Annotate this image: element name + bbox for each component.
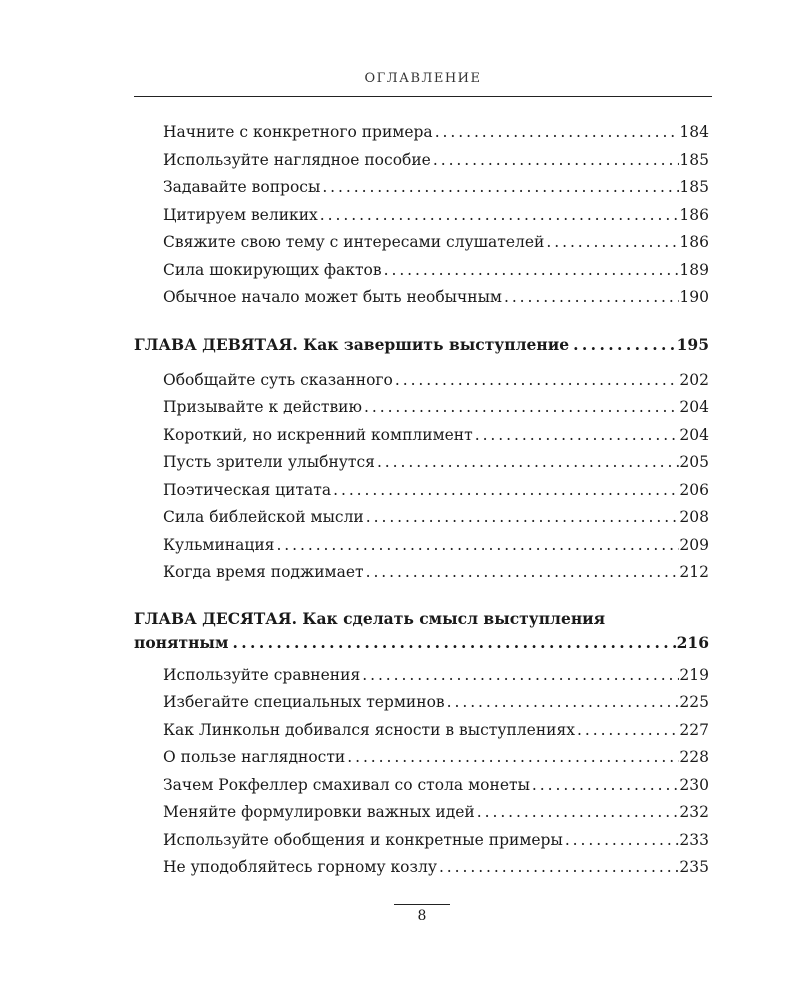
toc-entry-page: 230 [679, 776, 709, 794]
leader-dots [360, 663, 679, 687]
leader-dots [364, 505, 680, 529]
chapter-title: ГЛАВА ДЕВЯТАЯ. Как завершить выступление [134, 335, 570, 354]
header-rule [134, 96, 712, 97]
leader-dots [575, 718, 679, 742]
leader-dots [320, 175, 679, 199]
chapter-heading [134, 607, 709, 655]
toc-entry-page: 225 [679, 693, 709, 711]
toc-entry-page: 209 [679, 536, 709, 554]
chapter-heading [134, 333, 709, 357]
toc-entry-page: 235 [679, 858, 709, 876]
toc-entry [163, 533, 709, 557]
toc-entry-title: Обычное начало может быть необычным [163, 288, 502, 306]
toc-entry-title: Пусть зрители улыбнутся [163, 453, 375, 471]
toc-entry-title: Обобщайте суть сказанного [163, 371, 393, 389]
toc-entry-title: Меняйте формулировки важных идей [163, 803, 475, 821]
toc-entry [163, 560, 709, 584]
leader-dots [362, 395, 679, 419]
toc-entry-title: Зачем Рокфеллер смахивал со стола монеты [163, 776, 530, 794]
toc-entry [163, 478, 709, 502]
toc-entry-page: 206 [679, 481, 709, 499]
leader-dots [375, 450, 679, 474]
leader-dots [364, 560, 680, 584]
chapter-title-line2: понятным [134, 633, 229, 652]
toc-entry-title: Кульминация [163, 536, 275, 554]
toc-entry-title: Короткий, но искренний комплимент [163, 426, 473, 444]
leader-dots [393, 368, 680, 392]
leader-dots [475, 800, 680, 824]
toc-entry [163, 120, 709, 144]
toc-entry-title: Когда время поджимает [163, 563, 364, 581]
toc-entry-page: 233 [679, 831, 709, 849]
leader-dots [382, 258, 680, 282]
toc-entry-title: Используйте наглядное пособие [163, 151, 431, 169]
toc-entry-page: 208 [679, 508, 709, 526]
leader-dots [318, 203, 680, 227]
toc-entry-page: 185 [679, 151, 709, 169]
toc-entry-title: Цитируем великих [163, 206, 318, 224]
toc-entry-page: 186 [679, 233, 709, 251]
chapter-page: 195 [676, 335, 709, 354]
toc-entry-title: О пользе наглядности [163, 748, 346, 766]
toc-entry [163, 395, 709, 419]
toc-entry-title: Как Линкольн добивался ясности в выступлениях [163, 721, 576, 739]
toc-entry-page: 219 [679, 666, 709, 684]
folio-rule [394, 904, 450, 905]
toc-entry [163, 230, 709, 254]
chapter-title: ГЛАВА ДЕСЯТАЯ. Как сделать смысл выступления [134, 609, 606, 628]
leader-dots [473, 423, 680, 447]
toc-entry-title: Поэтическая цитата [163, 481, 332, 499]
leader-dots [569, 333, 677, 357]
toc-entry-title: Свяжите свою тему с интересами слушателей [163, 233, 545, 251]
running-head: ОГЛАВЛЕНИЕ [364, 71, 482, 86]
toc-entry [163, 258, 709, 282]
toc-entry-page: 202 [679, 371, 709, 389]
leader-dots [544, 230, 679, 254]
chapter-title-continued [134, 631, 709, 655]
toc-entry-page: 190 [679, 288, 709, 306]
leader-dots [274, 533, 679, 557]
toc-entry [163, 718, 709, 742]
leader-dots [502, 285, 679, 309]
toc-entry-title: Начните с конкретного примера [163, 123, 433, 141]
toc-entry-title: Не уподобляйтесь горному козлу [163, 858, 437, 876]
toc-entry-title: Сила шокирующих фактов [163, 261, 382, 279]
toc-entry [163, 285, 709, 309]
toc-entry [163, 175, 709, 199]
leader-dots [345, 745, 679, 769]
leader-dots [433, 120, 680, 144]
toc-entry-title: Избегайте специальных терминов [163, 693, 445, 711]
toc-entry [163, 505, 709, 529]
toc-entry [163, 203, 709, 227]
page-number: 8 [417, 908, 427, 924]
toc-entry [163, 828, 709, 852]
toc-entry-page: 186 [679, 206, 709, 224]
toc-entry-title: Используйте сравнения [163, 666, 361, 684]
toc-entry-title: Используйте обобщения и конкретные примеры [163, 831, 563, 849]
toc-entry-title: Сила библейской мысли [163, 508, 364, 526]
toc-entry-page: 185 [679, 178, 709, 196]
leader-dots [431, 148, 680, 172]
toc-entry [163, 690, 709, 714]
toc-entry-title: Задавайте вопросы [163, 178, 321, 196]
toc-entry [163, 745, 709, 769]
toc-entry-title: Призывайте к действию [163, 398, 363, 416]
toc-entry-page: 184 [679, 123, 709, 141]
toc-entry [163, 773, 709, 797]
leader-dots [437, 855, 679, 879]
toc-entry [163, 423, 709, 447]
toc-entry [163, 368, 709, 392]
toc-entry-page: 189 [679, 261, 709, 279]
toc-entry [163, 855, 709, 879]
toc-entry-page: 204 [679, 426, 709, 444]
toc-entry-page: 204 [679, 398, 709, 416]
chapter-page: 216 [676, 633, 709, 652]
toc-entry-page: 232 [679, 803, 709, 821]
toc-entry [163, 663, 709, 687]
toc-entry-page: 212 [679, 563, 709, 581]
leader-dots [331, 478, 679, 502]
leader-dots [563, 828, 680, 852]
toc-entry [163, 148, 709, 172]
leader-dots [445, 690, 680, 714]
toc-entry [163, 800, 709, 824]
leader-dots [228, 631, 676, 655]
toc-entry [163, 450, 709, 474]
toc-entry-page: 228 [679, 748, 709, 766]
toc-entry-page: 227 [679, 721, 709, 739]
toc-entry-page: 205 [679, 453, 709, 471]
leader-dots [530, 773, 679, 797]
